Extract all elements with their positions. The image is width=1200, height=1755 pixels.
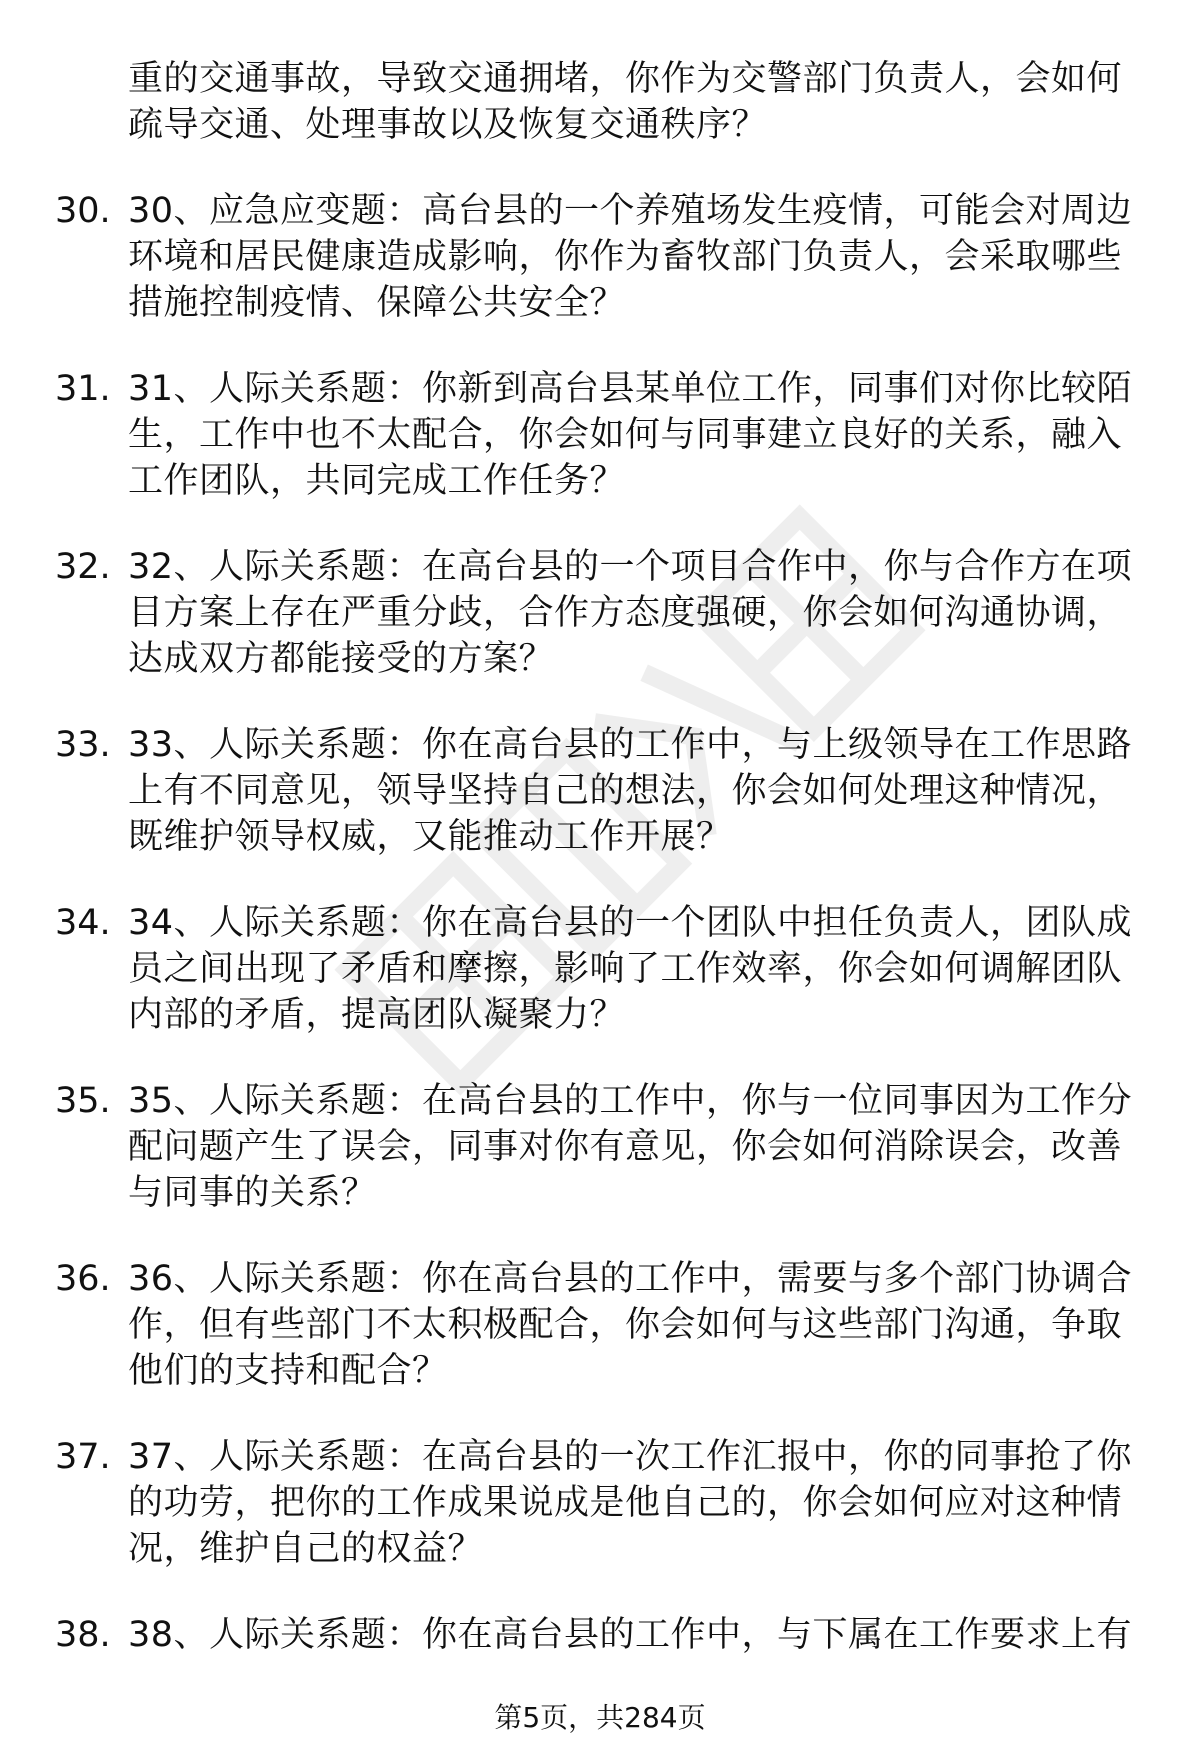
list-item (0, 1434, 1200, 1572)
item-text: 35、人际关系题：在高台县的工作中，你与一位同事因为工作分配问题产生了误会，同事对你有意见，你会如何消除误会，改善与同事的关系？ (128, 1081, 1133, 1213)
list-item (0, 1612, 1200, 1658)
item-number: 34. (55, 903, 111, 943)
list-item (0, 1256, 1200, 1394)
item-number: 32. (55, 547, 111, 587)
list-item (0, 188, 1200, 326)
item-text: 38、人际关系题：你在高台县的工作中，与下属在工作要求上有 (128, 1615, 1133, 1655)
item-text: 31、人际关系题：你新到高台县某单位工作，同事们对你比较陌生，工作中也不太配合，你会如何与同事建立良好的关系，融入工作团队，共同完成工作任务？ (128, 369, 1133, 501)
list-item (0, 722, 1200, 860)
item-text: 30、应急应变题：高台县的一个养殖场发生疫情，可能会对周边环境和居民健康造成影响，你作为畜牧部门负责人，会采取哪些措施控制疫情、保障公共安全？ (128, 191, 1133, 323)
question-list (0, 56, 1200, 1698)
list-item (0, 900, 1200, 1038)
item-number: 33. (55, 725, 111, 765)
list-item (0, 1078, 1200, 1216)
item-number: 35. (55, 1081, 111, 1121)
item-text: 33、人际关系题：你在高台县的工作中，与上级领导在工作思路上有不同意见，领导坚持自己的想法，你会如何处理这种情况，既维护领导权威，又能推动工作开展？ (128, 725, 1133, 857)
item-number: 37. (55, 1437, 111, 1477)
page-footer: 第5页，共284页 (494, 1701, 706, 1734)
item-number: 38. (55, 1615, 111, 1655)
item-text: 34、人际关系题：你在高台县的一个团队中担任负责人，团队成员之间出现了矛盾和摩擦，影响了工作效率，你会如何调解团队内部的矛盾，提高团队凝聚力？ (128, 903, 1133, 1035)
item-text: 32、人际关系题：在高台县的一个项目合作中，你与合作方在项目方案上存在严重分歧，合作方态度强硬，你会如何沟通协调，达成双方都能接受的方案？ (128, 547, 1133, 679)
item-number: 30. (55, 191, 111, 231)
item-number: 31. (55, 369, 111, 409)
item-text: 36、人际关系题：你在高台县的工作中，需要与多个部门协调合作，但有些部门不太积极配合，你会如何与这些部门沟通，争取他们的支持和配合？ (128, 1259, 1133, 1391)
list-item (0, 544, 1200, 682)
list-item (0, 366, 1200, 504)
list-item-continuation (0, 56, 1200, 148)
continuation-text: 重的交通事故，导致交通拥堵，你作为交警部门负责人，会如何疏导交通、处理事故以及恢复交通秩序？ (128, 59, 1123, 145)
item-number: 36. (55, 1259, 111, 1299)
item-text: 37、人际关系题：在高台县的一次工作汇报中，你的同事抢了你的功劳，把你的工作成果说成是他自己的，你会如何应对这种情况，维护自己的权益？ (128, 1437, 1133, 1569)
